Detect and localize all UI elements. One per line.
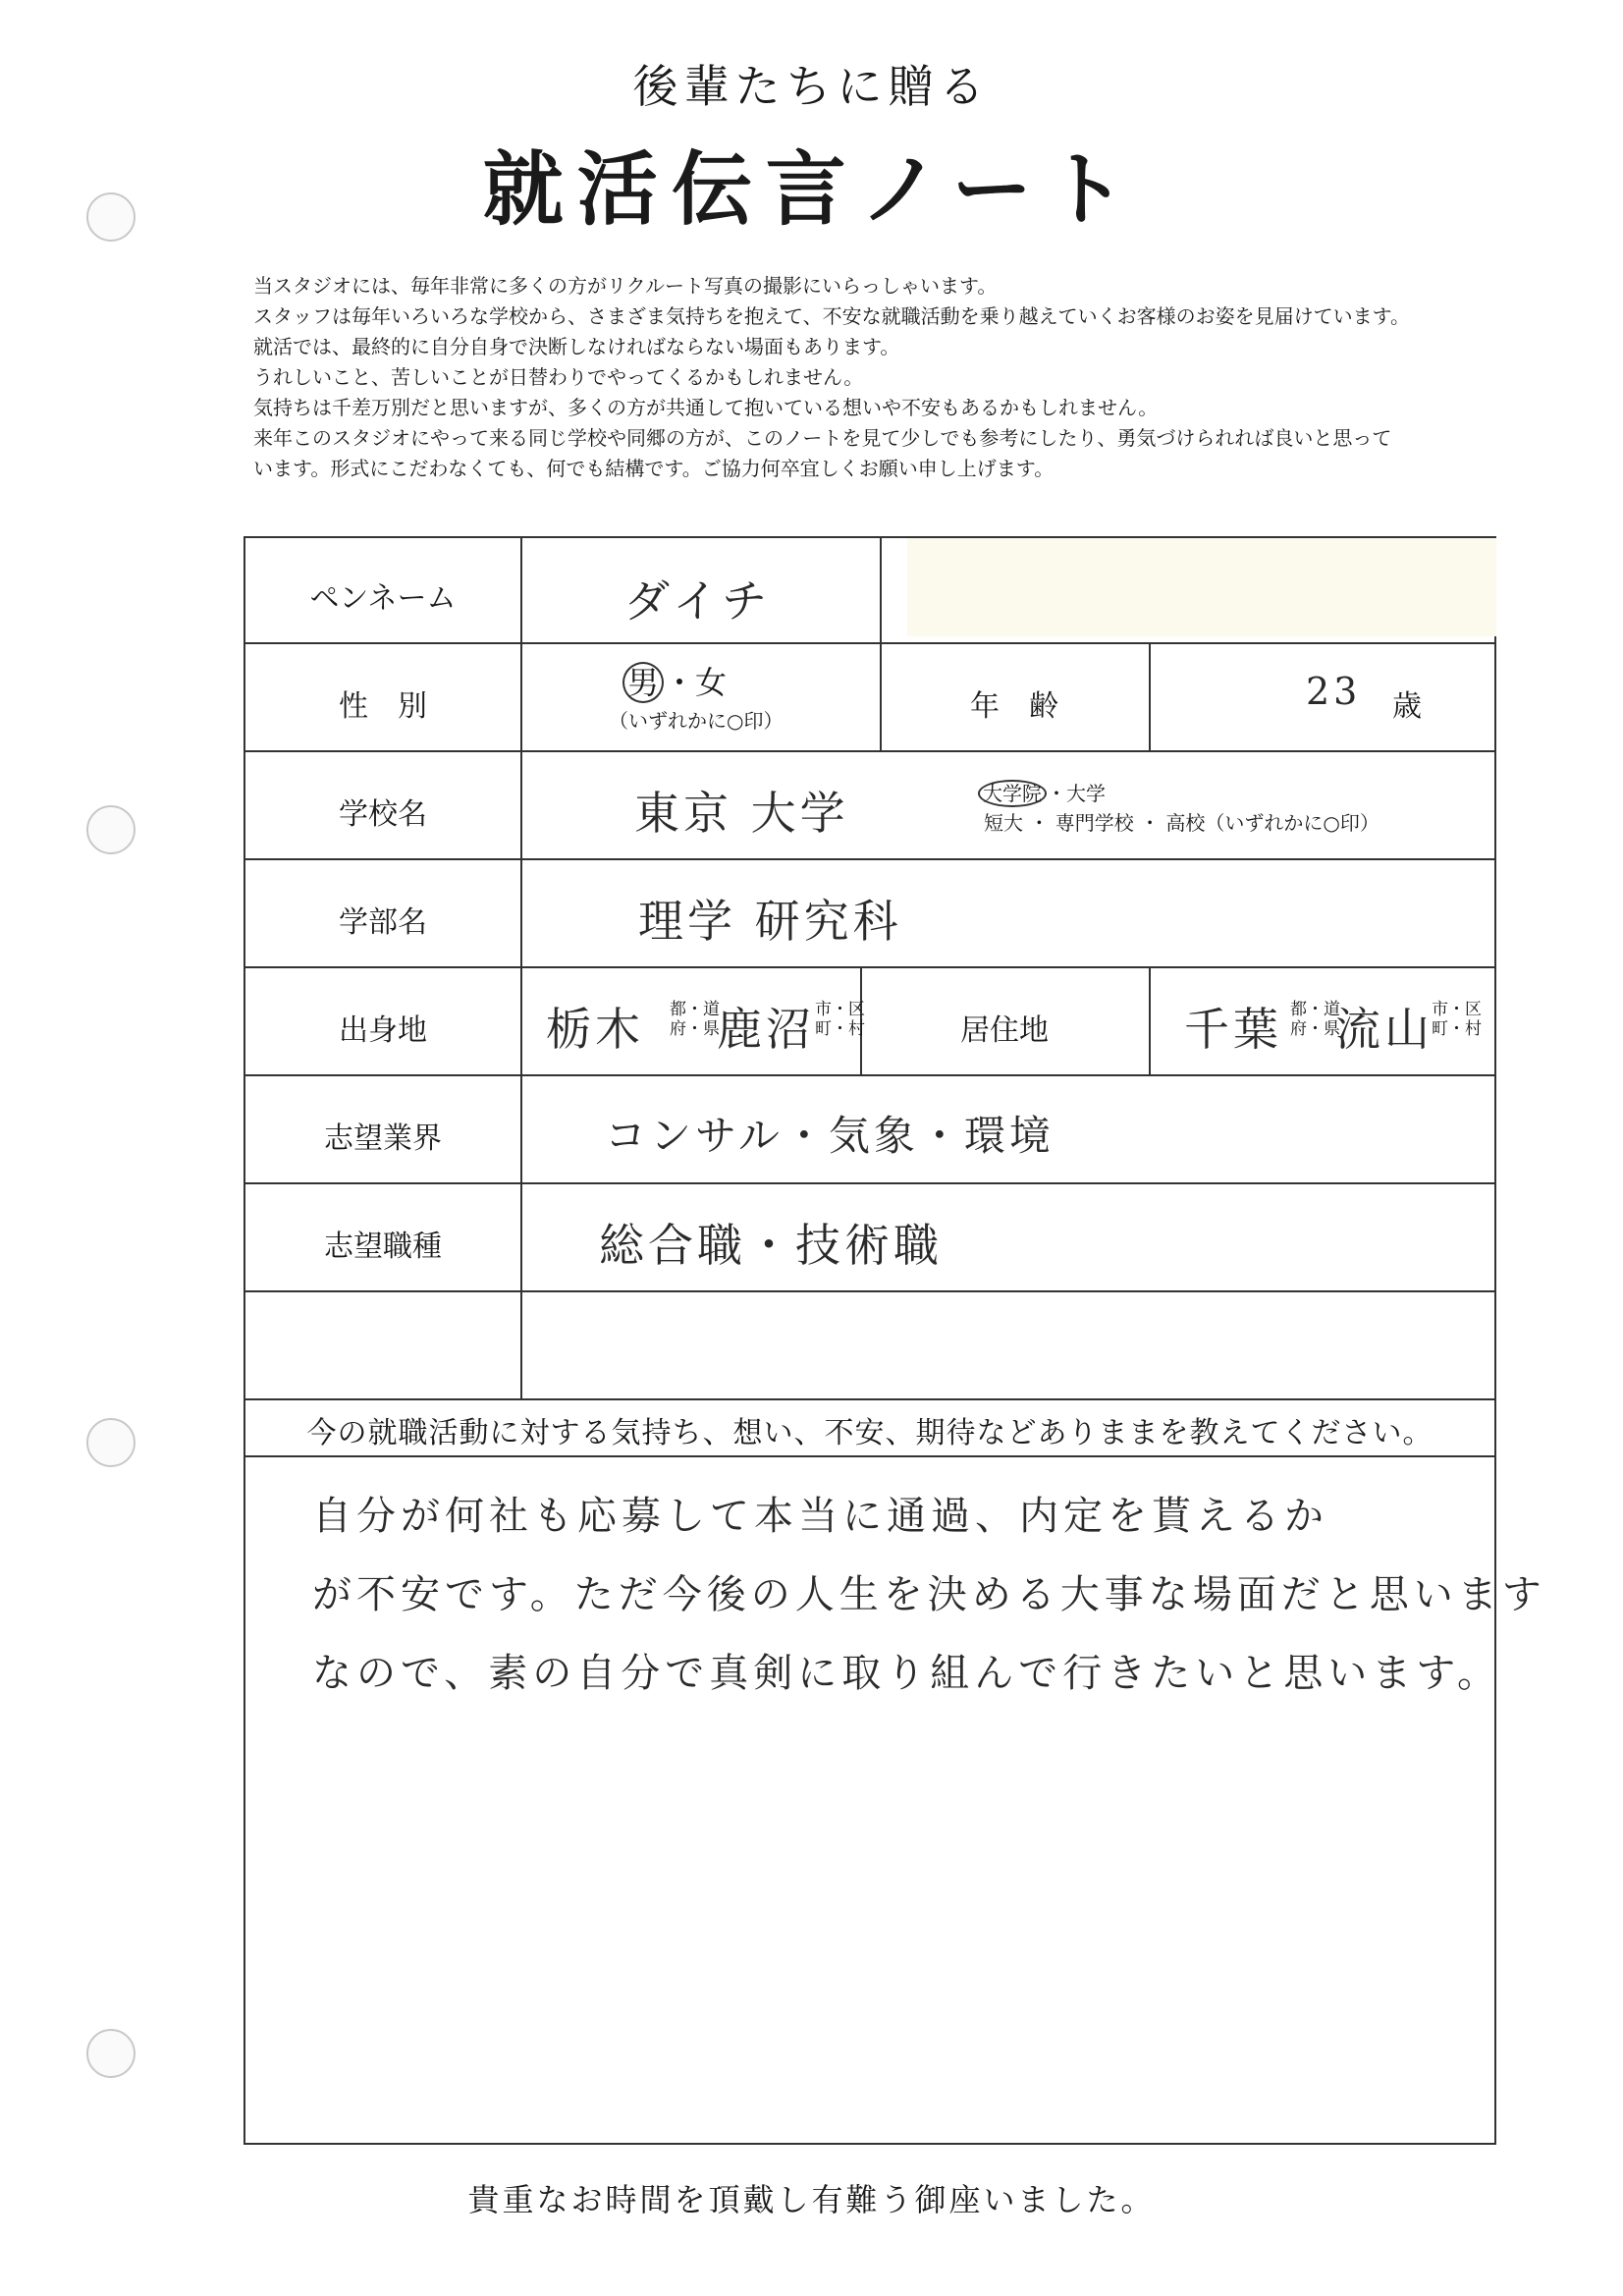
intro-line: います。形式にこだわなくても、何でも結構です。ご協力何卒宜しくお願い申し上げます。 xyxy=(253,457,1055,480)
gender-separator: ・ xyxy=(664,664,696,701)
gender-note: （いずれかに○印） xyxy=(609,709,784,733)
age-value: 23 xyxy=(1306,670,1362,713)
pen-name-value: ダイチ xyxy=(624,574,772,628)
residence-city: 流山 xyxy=(1335,1003,1434,1056)
intro-line: 当スタジオには、毎年非常に多くの方がリクルート写真の撮影にいらっしゃいます。 xyxy=(253,274,998,298)
footer-thanks: 貴重なお時間を頂戴し有難う御座いました。 xyxy=(467,2181,1156,2218)
pen-name-label: ペンネーム xyxy=(309,581,457,616)
industry-value: コンサル・気象・環境 xyxy=(605,1112,1055,1160)
city-suffix-bottom: 町・村 xyxy=(815,1019,865,1039)
pref-suffix-bottom: 府・県 xyxy=(670,1019,720,1039)
free-comment-answer-line: なので、素の自分で真剣に取り組んで行きたいと思います。 xyxy=(312,1651,1501,1696)
binder-hole xyxy=(86,2029,135,2078)
page-subtitle: 後輩たちに贈る xyxy=(632,60,991,113)
hometown-city: 鹿沼 xyxy=(717,1003,815,1056)
gender-label: 性 別 xyxy=(339,689,427,724)
city-suffix-bottom: 町・村 xyxy=(1432,1019,1482,1039)
residence-prefecture: 千葉 xyxy=(1184,1003,1282,1056)
pref-suffix-bottom: 府・県 xyxy=(1290,1019,1340,1039)
job-type-value: 総合職・技術職 xyxy=(599,1219,943,1272)
redacted-area xyxy=(907,538,1496,636)
questionnaire-form xyxy=(243,536,1546,2145)
intro-line: スタッフは毎年いろいろな学校から、さまざま気持ちを抱えて、不安な就職活動を乗り越えていくお客様のお姿を見届けています。 xyxy=(253,304,1410,328)
gender-female: 女 xyxy=(695,664,728,701)
binder-hole xyxy=(86,805,135,854)
city-suffix-top: 市・区 xyxy=(815,1000,865,1019)
age-unit: 歳 xyxy=(1392,689,1422,724)
hometown-city-suffix xyxy=(815,1000,865,1039)
gender-options xyxy=(622,658,727,703)
pref-suffix-top: 都・道 xyxy=(1290,1000,1340,1019)
school-option-graduate-circled: 大学院 xyxy=(978,780,1047,807)
faculty-label: 学部名 xyxy=(339,905,427,940)
free-comment-answer-line: が不安です。ただ今後の人生を決める大事な場面だと思います xyxy=(312,1572,1546,1617)
intro-line: 来年このスタジオにやって来る同じ学校や同郷の方が、このノートを見て少しでも参考にしたり、勇気づけられれば良いと思って xyxy=(253,426,1392,450)
age-label: 年 齢 xyxy=(970,689,1058,724)
intro-text xyxy=(253,271,1589,484)
gender-male-circled: 男 xyxy=(622,662,664,703)
intro-line: 就活では、最終的に自分自身で決断しなければならない場面もあります。 xyxy=(253,335,900,358)
residence-pref-suffix xyxy=(1290,1000,1340,1039)
free-comment-question: 今の就職活動に対する気持ち、想い、不安、期待などありままを教えてください。 xyxy=(306,1416,1434,1450)
hometown-prefecture: 栃木 xyxy=(546,1003,644,1056)
free-comment-answer-line: 自分が何社も応募して本当に通過、内定を貰えるか xyxy=(312,1494,1328,1539)
intro-line: うれしいこと、苦しいことが日替わりでやってくるかもしれません。 xyxy=(253,365,864,389)
intro-line: 気持ちは千差万別だと思いますが、多くの方が共通して抱いている想いや不安もあるかもしれません。 xyxy=(253,396,1159,419)
job-type-label: 志望職種 xyxy=(324,1230,442,1264)
city-suffix-top: 市・区 xyxy=(1432,1000,1482,1019)
residence-city-suffix xyxy=(1432,1000,1482,1039)
page-title: 就活伝言ノート xyxy=(482,143,1141,237)
school-label: 学校名 xyxy=(339,797,427,832)
hometown-pref-suffix xyxy=(670,1000,720,1039)
binder-hole xyxy=(86,1418,135,1467)
school-options-line1 xyxy=(978,778,1106,806)
school-options-line2: 短大 ・ 専門学校 ・ 高校（いずれかに○印） xyxy=(984,811,1380,835)
industry-label: 志望業界 xyxy=(324,1121,442,1156)
faculty-value: 理学 研究科 xyxy=(638,895,902,948)
school-option-separator: ・ xyxy=(1047,782,1066,805)
school-option-university: 大学 xyxy=(1066,782,1106,805)
hometown-label: 出身地 xyxy=(339,1013,427,1048)
pref-suffix-top: 都・道 xyxy=(670,1000,720,1019)
school-value: 東京 大学 xyxy=(634,787,849,840)
residence-label: 居住地 xyxy=(960,1013,1049,1048)
